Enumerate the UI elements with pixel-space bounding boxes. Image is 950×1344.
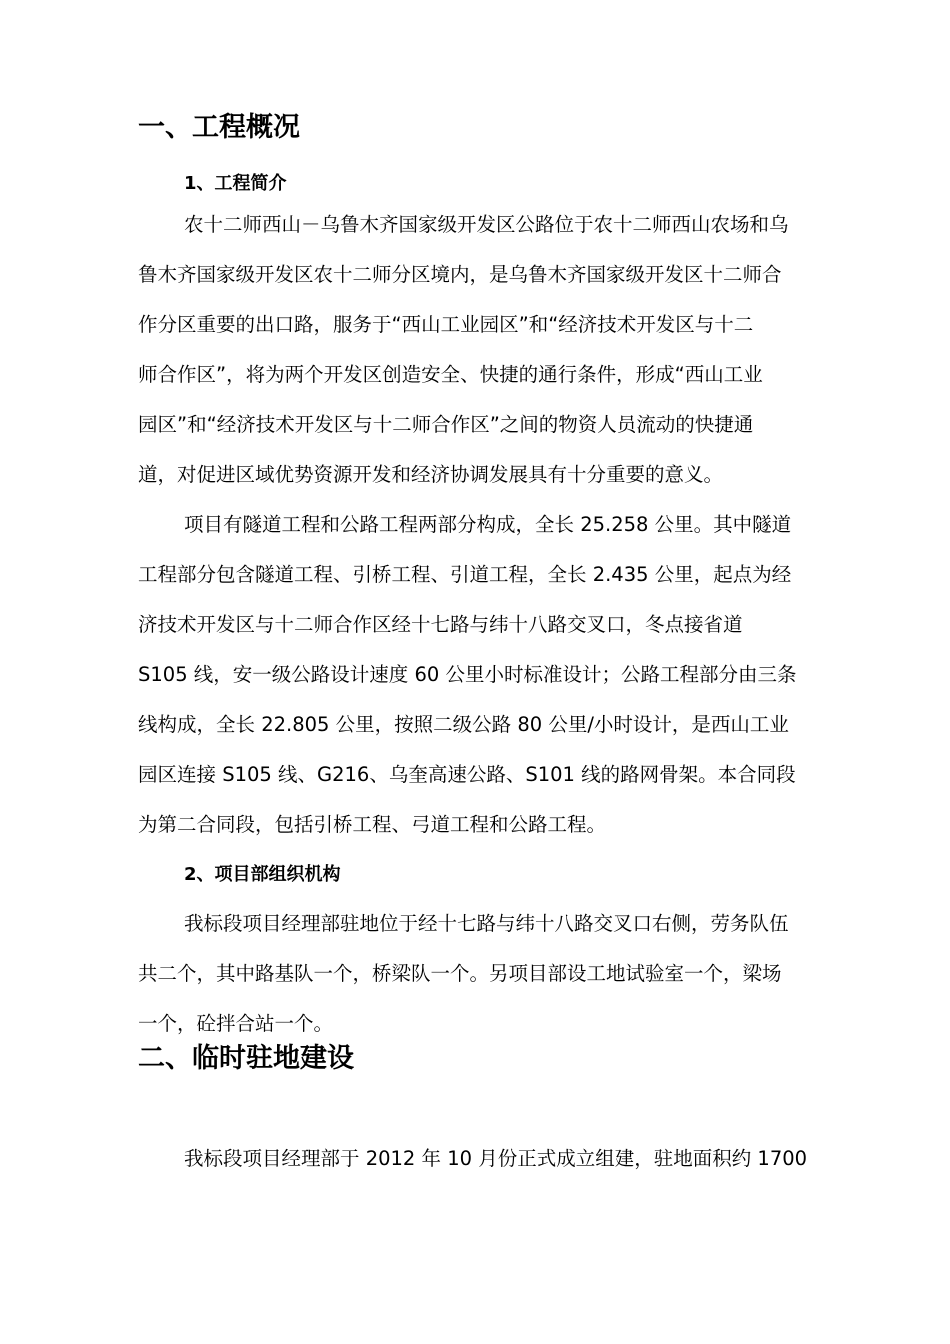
text-line: 工程部分包含隧道工程、引桥工程、引道工程，全长 2.435 公里，起点为经 — [138, 563, 792, 586]
text-line: 作分区重要的出口路，服务于“西山工业园区”和“经济技术开发区与十二 — [138, 313, 754, 336]
text-line: 线构成，全长 22.805 公里，按照二级公路 80 公里/小时设计，是西山工业 — [138, 713, 789, 736]
section-title-overview: 一、工程概况 — [138, 112, 300, 143]
text-line: 农十二师西山－乌鲁木齐国家级开发区公路位于农十二师西山农场和乌 — [184, 213, 789, 236]
text-line: 师合作区”，将为两个开发区创造安全、快捷的通行条件，形成“西山工业 — [138, 363, 763, 386]
text-line: 鲁木齐国家级开发区农十二师分区境内，是乌鲁木齐国家级开发区十二师合 — [138, 263, 782, 286]
text-line: 园区连接 S105 线、G216、乌奎高速公路、S101 线的路网骨架。本合同段 — [138, 763, 796, 786]
text-line: 共二个，其中路基队一个，桥梁队一个。另项目部设工地试验室一个，梁场 — [138, 962, 782, 985]
subsection-title-intro: 1、工程简介 — [184, 173, 287, 194]
text-line: 道，对促进区域优势资源开发和经济协调发展具有十分重要的意义。 — [138, 463, 724, 486]
subsection-title-organization: 2、项目部组织机构 — [184, 864, 341, 885]
text-line: 我标段项目经理部驻地位于经十七路与纬十八路交叉口右侧，劳务队伍 — [184, 912, 789, 935]
text-line: 项目有隧道工程和公路工程两部分构成，全长 25.258 公里。其中隧道 — [184, 513, 792, 536]
text-line: 我标段项目经理部于 2012 年 10 月份正式成立组建，驻地面积约 1700 — [184, 1147, 808, 1170]
text-line: 为第二合同段，包括引桥工程、弓道工程和公路工程。 — [138, 813, 607, 836]
text-line: 一个，砼拌合站一个。 — [138, 1012, 334, 1035]
section-title-temporary-station: 二、临时驻地建设 — [138, 1043, 354, 1074]
text-line: 园区”和“经济技术开发区与十二师合作区”之间的物资人员流动的快捷通 — [138, 413, 754, 436]
text-line: S105 线，安一级公路设计速度 60 公里小时标准设计；公路工程部分由三条 — [138, 663, 797, 686]
text-line: 济技术开发区与十二师合作区经十七路与纬十八路交叉口，冬点接省道 — [138, 613, 743, 636]
